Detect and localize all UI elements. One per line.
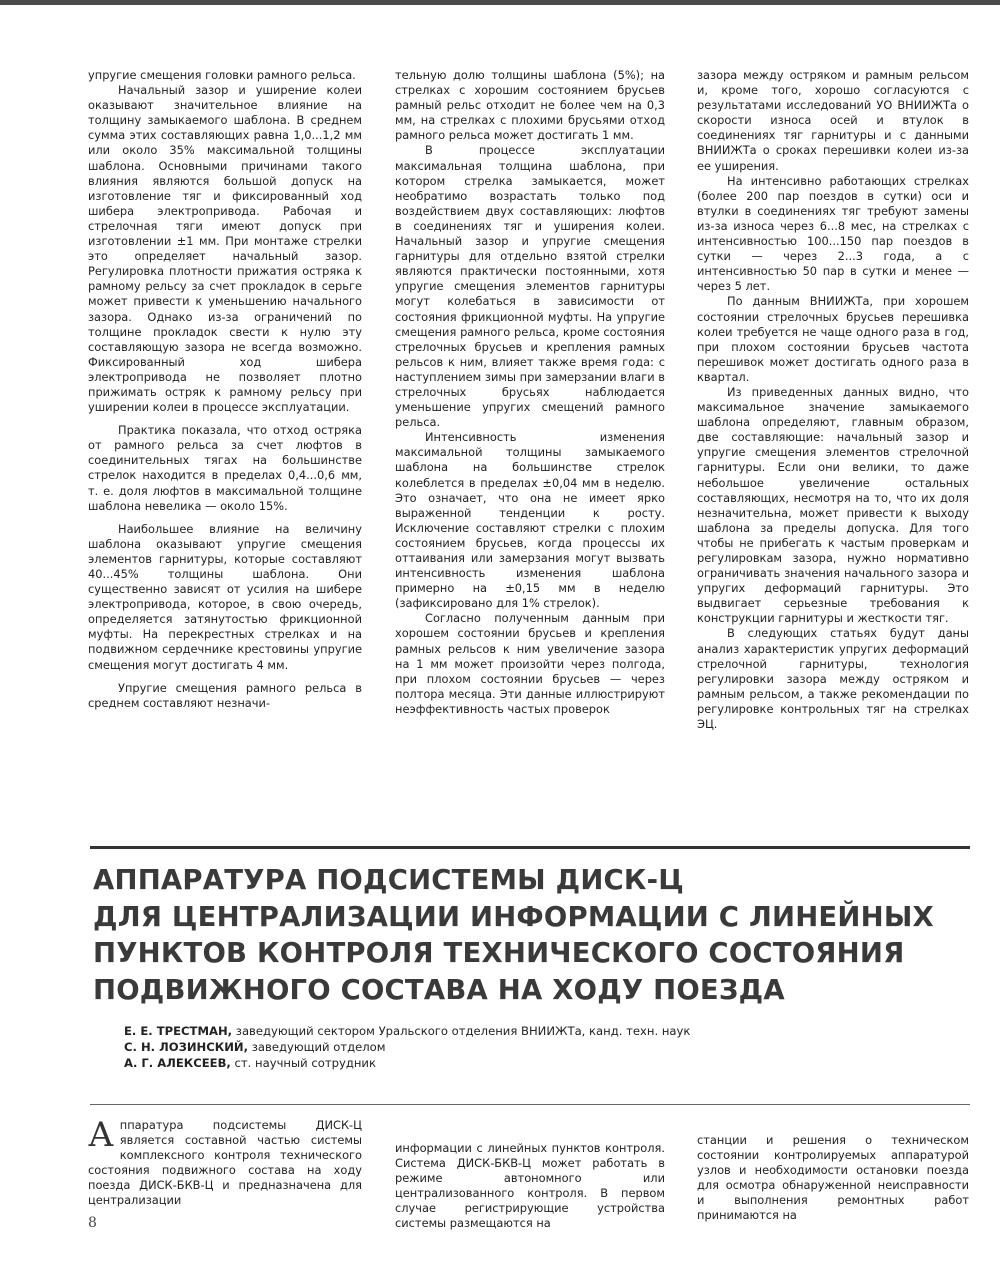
article-title bbox=[93, 862, 973, 1008]
page-number: 8 bbox=[88, 1215, 97, 1231]
author-entry bbox=[124, 1039, 974, 1055]
paragraph: Практика показала, что отход остряка от рамного рельса за счет люфтов в соединительных тягах на большинстве стрелок находится в пределах 0,4...0,6 мм, т. е. доля люфтов в максимальной толщине шаблона невелика — около 15%. bbox=[88, 423, 362, 513]
author-name: С. Н. ЛОЗИНСКИЙ, bbox=[124, 1040, 249, 1054]
article-column-3 bbox=[697, 1133, 969, 1224]
text-column-1 bbox=[88, 68, 362, 711]
paragraph: станции и решения о техническом состоянии контролируемых аппаратурой узлов и необходимости остановки поезда для осмотра обнаруженной неисправности и выполнения ремонтных работ принимаются на bbox=[697, 1133, 969, 1223]
title-line: ПУНКТОВ КОНТРОЛЯ ТЕХНИЧЕСКОГО СОСТОЯНИЯ bbox=[93, 937, 905, 969]
author-role: заведующий сектором Уральского отделения ВНИИЖТа, канд. техн. наук bbox=[235, 1024, 691, 1038]
title-line: АППАРАТУРА ПОДСИСТЕМЫ ДИСК-Ц bbox=[93, 864, 684, 896]
paragraph-text: ппаратура подсистемы ДИСК-Ц является составной частью системы комплексного контроля технического состояния подвижного состава на ходу поезда ДИСК-БКВ-Ц и предназначена для централизации bbox=[88, 1118, 362, 1208]
text-column-2 bbox=[395, 68, 665, 717]
title-divider bbox=[90, 846, 970, 849]
paragraph: упругие смещения головки рамного рельса. bbox=[88, 68, 356, 82]
paragraph: Из приведенных данных видно, что максимальное значение замыкаемого шаблона определяют, главным образом, две составляющие: начальный зазор и упругие смещения элементов стрелочной гарнитуры. Если они велики, то даже небольшое увеличение остальных составляющих, несмотря на то, что их доля незначительна, может привести к выходу шаблона за пределы допуска. Для того чтобы не прибегать к частым проверкам и регулировкам зазора, нужно нормативно ограничивать значения начального зазора и упругих деформаций гарнитуры. Это выдвигает серьезные требования к конструкции гарнитуры и жесткости тяг. bbox=[697, 384, 969, 626]
section-divider bbox=[90, 1104, 970, 1105]
title-line: ДЛЯ ЦЕНТРАЛИЗАЦИИ ИНФОРМАЦИИ С ЛИНЕЙНЫХ bbox=[93, 900, 934, 933]
author-name: А. Г. АЛЕКСЕЕВ, bbox=[124, 1056, 231, 1070]
author-role: ст. научный сотрудник bbox=[234, 1056, 376, 1070]
paragraph: Начальный зазор и уширение колеи оказывают значительное влияние на толщину замыкаемого шаблона. В среднем сумма этих составляющих равна 1,0...1,2 мм или около 35% максимальной толщины шаблона. Основными причинами такого влияния являются большой допуск на изготовление тяг и фиксированный ход шибера электропривода. Рабочая и стрелочная тяги имеют допуск при изготовлении ±1 мм. При монтаже стрелки это определяет начальный зазор. Регулировка плотности прижатия остряка к рамному рельсу за счет прокладок в серьге может привести к уменьшению начального зазора. Однако из-за ограничений по толщине прокладок свести к нулю эту составляющую зазора не всегда возможно. Фиксированный ход шибера электропривода не позволяет плотно прижимать остряк к рамному рельсу при уширении колеи в процессе эксплуатации. bbox=[88, 83, 362, 415]
article-column-2 bbox=[395, 1141, 665, 1232]
author-name: Е. Е. ТРЕСТМАН, bbox=[124, 1024, 233, 1038]
paragraph: Согласно полученным данным при хорошем состоянии брусьев и крепления рамных рельсов к ним увеличение зазора на 1 мм может произойти через полгода, при плохом состоянии брусьев — через полтора месяца. Эти данные иллюстрируют неэффективность частых проверок bbox=[395, 611, 665, 716]
author-role: заведующий отделом bbox=[251, 1040, 386, 1054]
top-border bbox=[0, 0, 1000, 5]
paragraph: В следующих статьях будут даны анализ характеристик упругих деформаций стрелочной гарнитуры, технология регулировки зазора между остряком и рамным рельсом, а также рекомендации по регулировке контрольных тяг на стрелках ЭЦ. bbox=[697, 626, 969, 732]
title-line: ПОДВИЖНОГО СОСТАВА НА ХОДУ ПОЕЗДА bbox=[93, 973, 785, 1006]
paragraph: В процессе эксплуатации максимальная толщина шаблона, при котором стрелка замыкается, может необратимо возрастать только под воздействием двух составляющих: люфтов в соединениях тяг и уширения колеи. Начальный зазор и упругие смещения гарнитуры для отдельно взятой стрелки являются практически постоянными, хотя упругие смещения элементов гарнитуры могут колебаться в зависимости от состояния фрикционной муфты. На упругие смещения рамного рельса, кроме состояния стрелочных брусьев и крепления рамных рельсов к ним, влияет также время года: с наступлением зимы при замерзании влаги в стрелочных брусьях наблюдается уменьшение упругих смещений рамного рельса. bbox=[395, 143, 665, 430]
paragraph: тельную долю толщины шаблона (5%); на стрелках с хорошим состоянием брусьев рамный рельс отходит не более чем на 0,3 мм, на стрелках с плохими брусьями отход рамного рельса может достигать 1 мм. bbox=[395, 68, 665, 143]
article-column-1 bbox=[88, 1115, 362, 1209]
paragraph bbox=[88, 1115, 362, 1209]
paragraph: информации с линейных пунктов контроля. Система ДИСК-БКВ-Ц может работать в режиме автономного или централизованного контроля. В первом случае регистрирующие устройства системы размещаются на bbox=[395, 1141, 665, 1231]
paragraph: На интенсивно работающих стрелках (более 200 пар поездов в сутки) оси и втулки в соединениях тяг требуют замены из-за износа через 6...8 мес, на стрелках с интенсивностью 100...150 пар поездов в сутки — через 2...3 года, а с интенсивностью 50 пар в сутки и менее — через 5 лет. bbox=[697, 173, 969, 294]
text-column-3 bbox=[697, 68, 969, 732]
paragraph: По данным ВНИИЖТа, при хорошем состоянии стрелочных брусьев перешивка колеи требуется не чаще одного раза в год, при плохом состоянии брусьев частота перешивок может достигать одного раза в квартал. bbox=[697, 294, 969, 384]
paragraph: Наибольшее влияние на величину шаблона оказывают упругие смещения элементов гарнитуры, которые составляют 40...45% толщины шаблона. Они существенно зависят от усилия на шибере электропривода, которое, в свою очередь, определяется затянутостью фрикционной муфты. На перекрестных стрелках и на подвижном сердечнике крестовины упругие смещения могут достигать 4 мм. bbox=[88, 521, 362, 672]
paragraph: Упругие смещения рамного рельса в среднем составляют незначи- bbox=[88, 680, 362, 710]
paragraph: зазора между остряком и рамным рельсом и, кроме того, хорошо согласуются с результатами исследований УО ВНИИЖТа о скорости износа осей и втулок в соединениях тяг гарнитуры и с данными ВНИИЖТа о сроках перешивки колеи из-за ее уширения. bbox=[697, 68, 969, 173]
drop-cap: А bbox=[88, 1115, 114, 1155]
author-list bbox=[124, 1023, 974, 1071]
author-entry bbox=[124, 1055, 974, 1071]
paragraph: Интенсивность изменения максимальной толщины замыкаемого шаблона на большинстве стрелок колеблется в пределах ±0,04 мм в неделю. Это означает, что она не имеет ярко выраженной тенденции к росту. Исключение составляют стрелки с плохим состоянием брусьев, когда процессы их оттаивания или замерзания могут вызвать интенсивность изменения шаблона примерно на ±0,15 мм в неделю (зафиксировано для 1% стрелок). bbox=[395, 430, 665, 611]
author-entry bbox=[124, 1023, 974, 1039]
